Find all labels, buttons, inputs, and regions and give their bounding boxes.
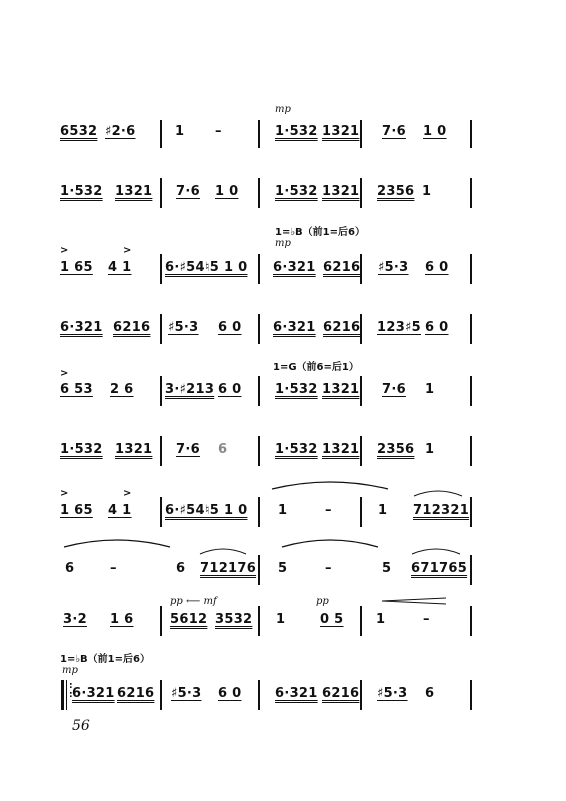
note-group: 1·532 [275,124,318,139]
note-group: 2356 [377,184,415,199]
note-group: 1321 [322,382,360,397]
note-group: 1 [278,503,288,518]
slur [198,546,248,556]
barline [258,436,260,466]
note-group: 1 [175,124,185,139]
dynamic-mp: mp [275,104,291,115]
score-system-6 [0,432,566,472]
note-group: 1 [378,503,388,518]
note-group: 1 [422,184,432,199]
note-group: 6 0 [425,260,449,275]
note-group: 4 1 [108,260,132,275]
barline [470,680,472,710]
dynamic-mp: mp [275,238,291,249]
note-group: 5 [278,561,288,576]
barline [360,254,362,284]
note-group: 1 [425,382,435,397]
note-group: 6216 [113,320,151,335]
score-system-8 [0,553,566,593]
barline [470,497,472,527]
dynamic-pp-cresc-mf: pp ⟵ mf [170,596,217,607]
note-group: 6·♯54♮5 1 0 [165,260,248,275]
decrescendo-hairpin [380,596,448,606]
note-group: 6·321 [273,260,316,275]
barline [258,120,260,148]
note-group: 6216 [117,686,155,701]
barline [360,606,362,636]
score-system-1 [0,104,566,152]
barline [360,376,362,406]
note-group: ♯2·6 [105,124,136,139]
score-system-3 [0,227,566,290]
note-group: 6·321 [273,320,316,335]
barline [258,606,260,636]
barline [160,314,162,344]
note-group: 5 [382,561,392,576]
barline [360,680,362,710]
key-signature-change: 1=♭B（前1=后6） [275,227,365,238]
slur [280,537,380,549]
note-group: 7·6 [382,124,406,139]
barline [160,680,162,710]
barline [470,178,472,208]
barline [360,178,362,208]
note-group: 1 [276,612,286,627]
note-group: 6·♯54♮5 1 0 [165,503,248,518]
note-group: 1321 [115,184,153,199]
score-system-2 [0,172,566,212]
barline [160,436,162,466]
note-group: ♯5·3 [378,260,409,275]
note-group: 6 [176,561,186,576]
note-group: 7·6 [176,442,200,457]
note-group: – [110,561,117,576]
note-group: 6216 [323,320,361,335]
note-group: 3·2 [63,612,87,627]
barline [160,376,162,406]
barline [160,497,162,527]
accent-mark: > [123,245,132,256]
barline [258,497,260,527]
barline [360,120,362,148]
barline [470,314,472,344]
note-group: 6 [65,561,75,576]
note-group: 6 0 [218,686,242,701]
note-group: ♯5·3 [168,320,199,335]
note-group: 6 0 [218,382,242,397]
note-group: 712321 [413,503,470,518]
barline [258,680,260,710]
note-group: 6 [218,442,228,457]
barline [470,376,472,406]
score-system-5 [0,362,566,412]
barline [258,376,260,406]
note-group: 0 5 [320,612,344,627]
page-number: 56 [72,718,90,734]
accent-mark: > [60,368,69,379]
note-group: 1·532 [60,184,103,199]
note-group: 1·532 [275,184,318,199]
dynamic-pp: pp [316,596,329,607]
barline [470,606,472,636]
note-group: 1321 [322,184,360,199]
note-group: 3532 [215,612,253,627]
note-group: 3·♯213 [165,382,215,397]
repeat-barline [61,680,64,710]
note-group: 6·321 [60,320,103,335]
slur [410,546,462,556]
repeat-dots: : : [69,681,73,700]
note-group: 1·532 [60,442,103,457]
barline [160,120,162,148]
note-group: – [215,124,222,139]
accent-mark: > [60,245,69,256]
barline [470,120,472,148]
note-group: ♯5·3 [377,686,408,701]
score-system-10 [0,654,566,720]
key-signature-change: 1=G（前6=后1） [273,362,359,373]
note-group: 1321 [322,442,360,457]
note-group: – [325,561,332,576]
note-group: 7·6 [176,184,200,199]
barline [258,178,260,208]
note-group: 671765 [411,561,468,576]
note-group: 1 0 [215,184,239,199]
note-group: 1 65 [60,503,93,518]
note-group: 7·6 [382,382,406,397]
barline [360,314,362,344]
barline [258,555,260,585]
score-system-9 [0,596,566,650]
barline [258,314,260,344]
note-group: – [423,612,430,627]
slur [412,488,464,498]
barline [470,254,472,284]
repeat-barline-thin [66,680,67,710]
note-group: 6·321 [72,686,115,701]
barline [160,606,162,636]
note-group: ♯5·3 [171,686,202,701]
barline [360,436,362,466]
barline [470,436,472,466]
note-group: 2 6 [110,382,134,397]
note-group: 1·532 [275,382,318,397]
note-group: 1 [376,612,386,627]
note-group: 6 [425,686,435,701]
barline [160,254,162,284]
note-group: 4 1 [108,503,132,518]
note-group: 712176 [200,561,257,576]
note-group: 1 0 [423,124,447,139]
barline [360,497,362,527]
accent-mark: > [60,488,69,499]
note-group: 1 [425,442,435,457]
barline [470,555,472,585]
note-group: 1 6 [110,612,134,627]
note-group: 1 65 [60,260,93,275]
note-group: 6 0 [218,320,242,335]
note-group: 6 0 [425,320,449,335]
score-system-4 [0,310,566,350]
note-group: 123♯5 [377,320,421,335]
note-group: 6216 [323,260,361,275]
accent-mark: > [123,488,132,499]
note-group: 6·321 [275,686,318,701]
note-group: 6216 [322,686,360,701]
barline [258,254,260,284]
note-group: 5612 [170,612,208,627]
barline [160,178,162,208]
slur [270,479,390,491]
key-signature-change: 1=♭B（前1=后6） [60,654,150,665]
note-group: 6 53 [60,382,93,397]
note-group: – [325,503,332,518]
slur [62,537,172,549]
note-group: 1321 [115,442,153,457]
note-group: 1321 [322,124,360,139]
note-group: 2356 [377,442,415,457]
score-system-7 [0,488,566,535]
note-group: 6532 [60,124,98,139]
note-group: 1·532 [275,442,318,457]
dynamic-mp: mp [62,665,78,676]
